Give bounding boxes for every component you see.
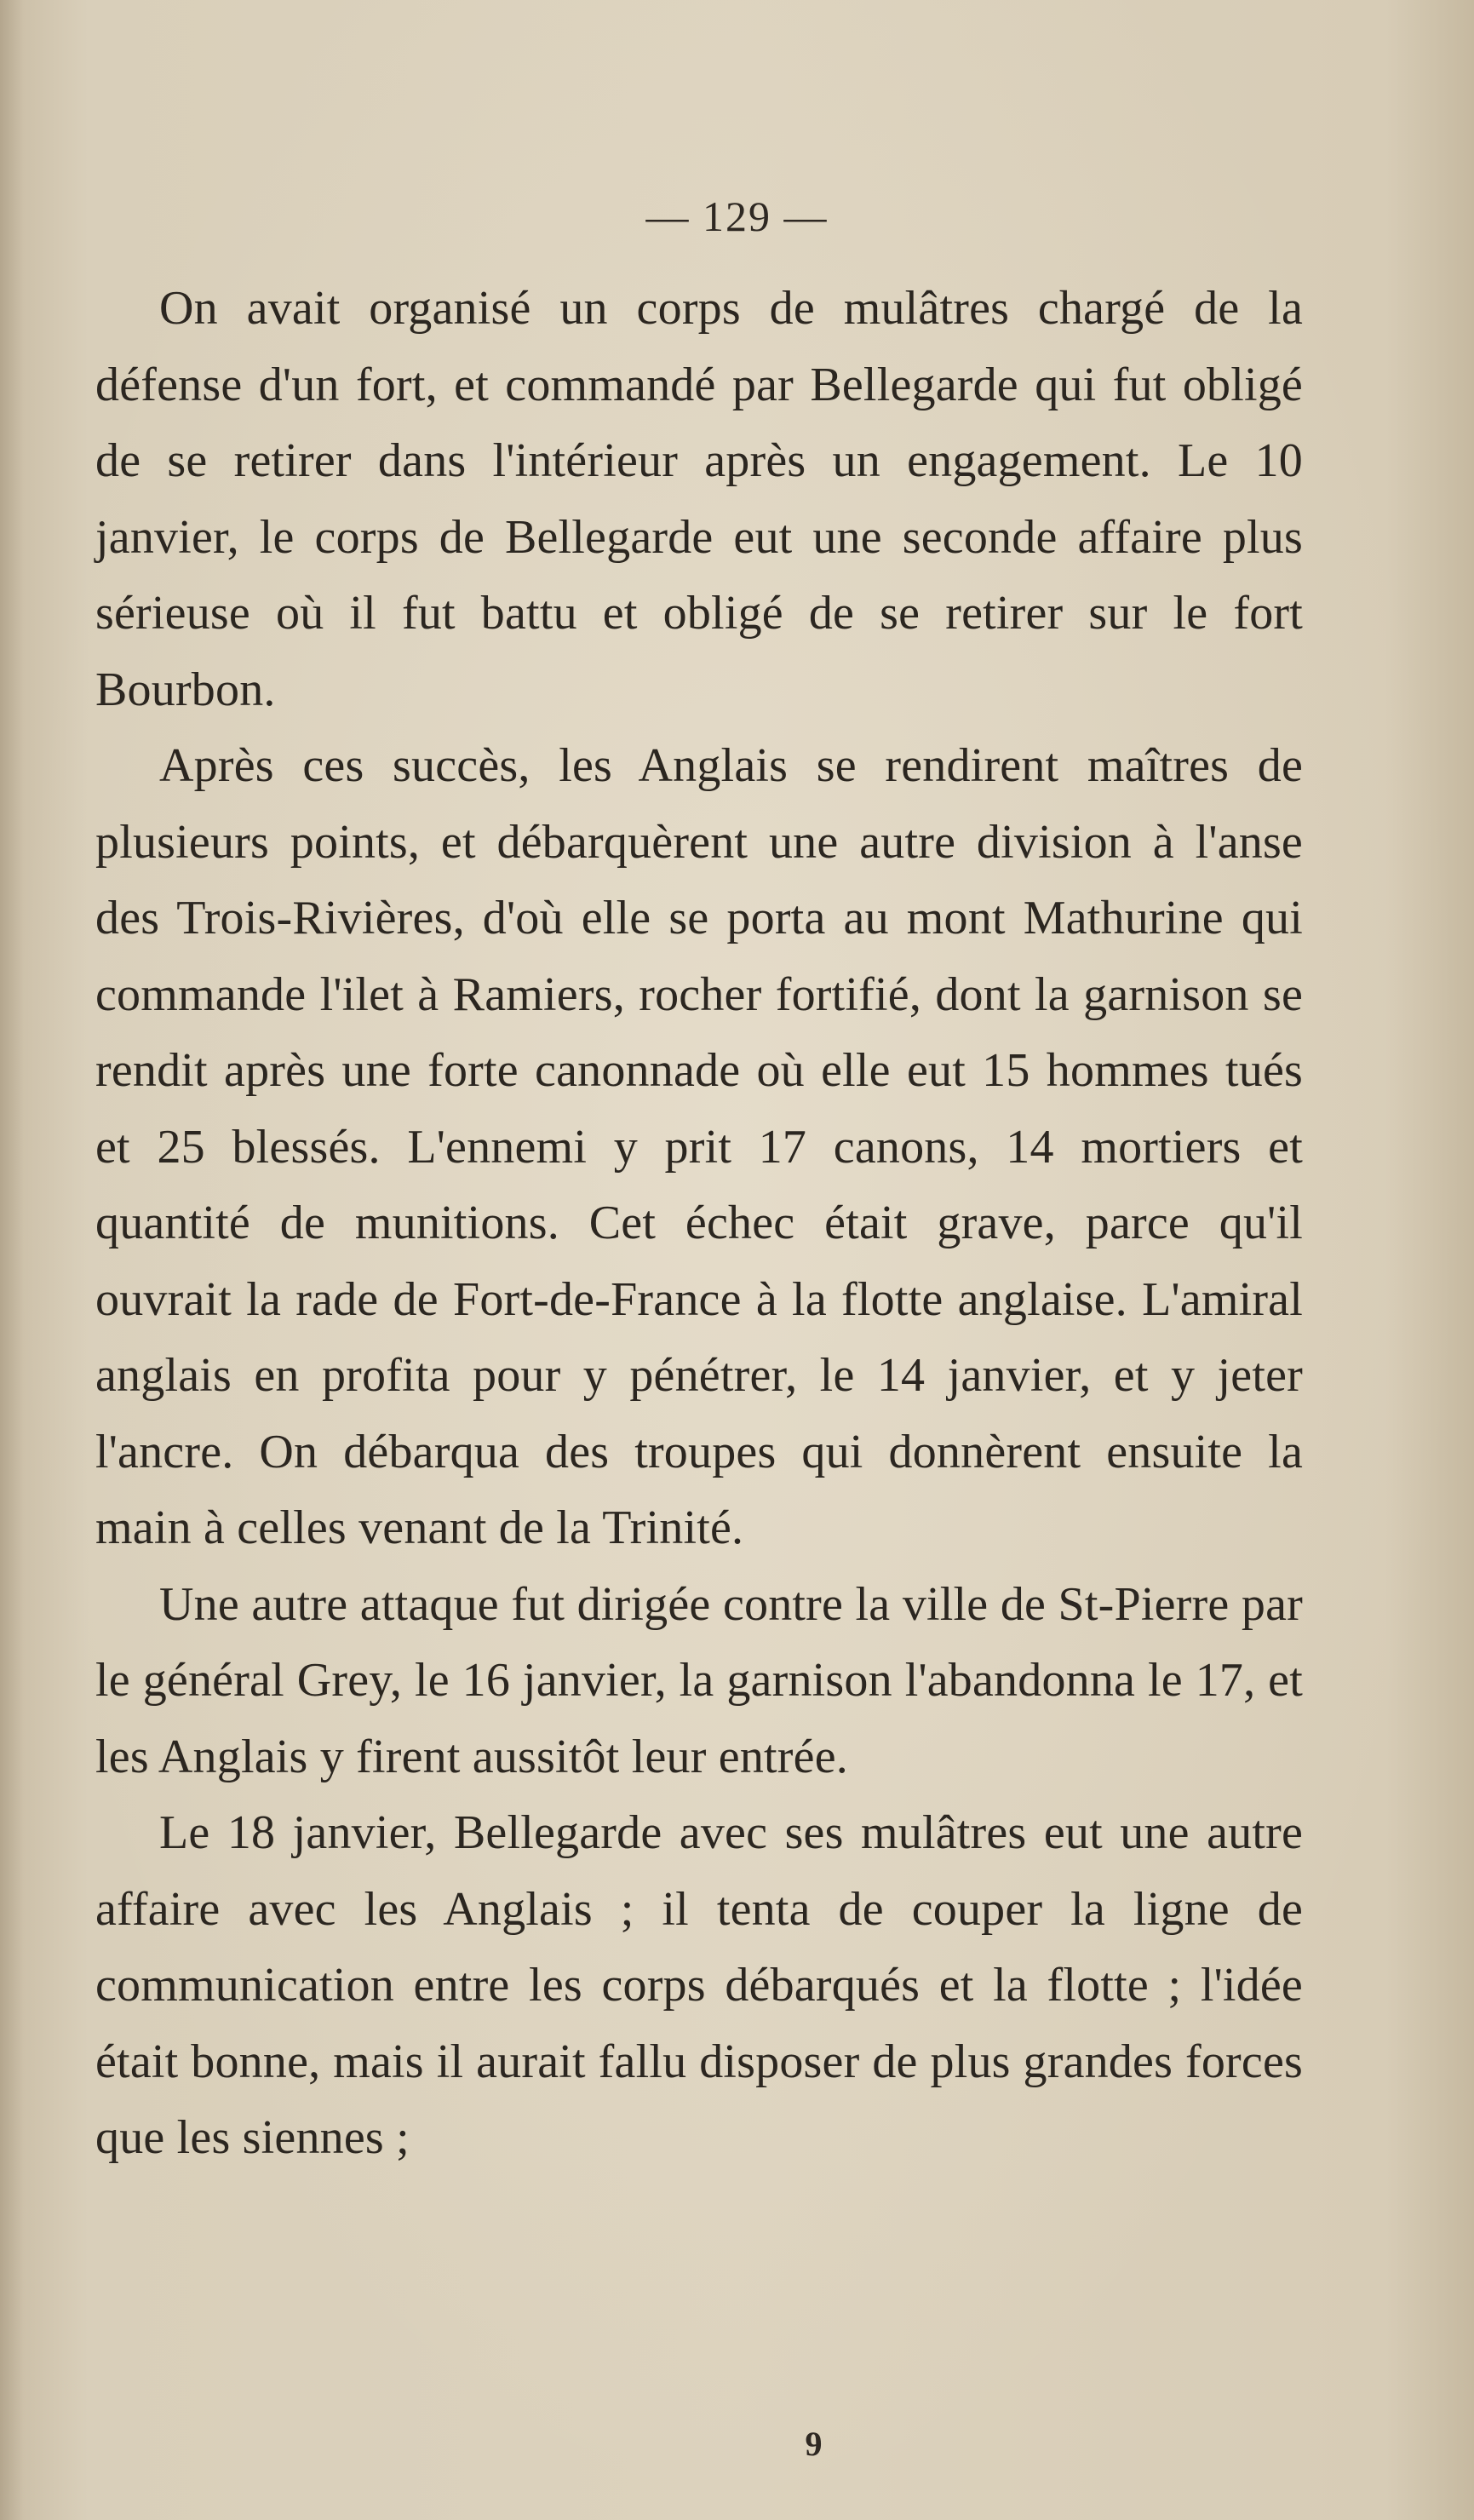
signature-mark: 9 — [805, 2425, 823, 2463]
paragraph-1: On avait organisé un corps de mulâtres chargé de la défense d'un fort, et commandé par Bellegarde qui fut obligé de se retirer dans l'intérieur après un engagement. Le 10 janvier, le corps de Bellegarde eut une seconde affaire plus sérieuse où il fut battu et obligé de se retirer sur le fort Bourbon. — [95, 282, 1303, 716]
page-number-header: — 129 — — [645, 192, 829, 240]
paragraph-3: Une autre attaque fut dirigée contre la ville de St-Pierre par le général Grey, le 16 janvier, la garnison l'abandonna le 17, et les Anglais y firent aussitôt leur entrée. — [95, 1577, 1303, 1783]
paragraph-4: Le 18 janvier, Bellegarde avec ses mulâtres eut une autre affaire avec les Anglais ; il tenta de couper la ligne de communication entre les corps débarqués et la flotte ; l'idée était bonne, mais il aurait fallu disposer de plus grandes forces que les siennes ; — [95, 1806, 1303, 2164]
body-text — [95, 271, 1303, 2177]
paragraph-2: Après ces succès, les Anglais se rendirent maîtres de plusieurs points, et débarquèrent une autre division à l'anse des Trois-Rivières, d'où elle se porta au mont Mathurine qui commande l'ilet à Ramiers, rocher fortifié, dont la garnison se rendit après une forte canonnade où elle eut 15 hommes tués et 25 blessés. L'ennemi y prit 17 canons, 14 mortiers et quantité de munitions. Cet échec était grave, parce qu'il ouvrait la rade de Fort-de-France à la flotte anglaise. L'amiral anglais en profita pour y pénétrer, le 14 janvier, et y jeter l'ancre. On débarqua des troupes qui donnèrent ensuite la main à celles venant de la Trinité. — [95, 739, 1303, 1554]
